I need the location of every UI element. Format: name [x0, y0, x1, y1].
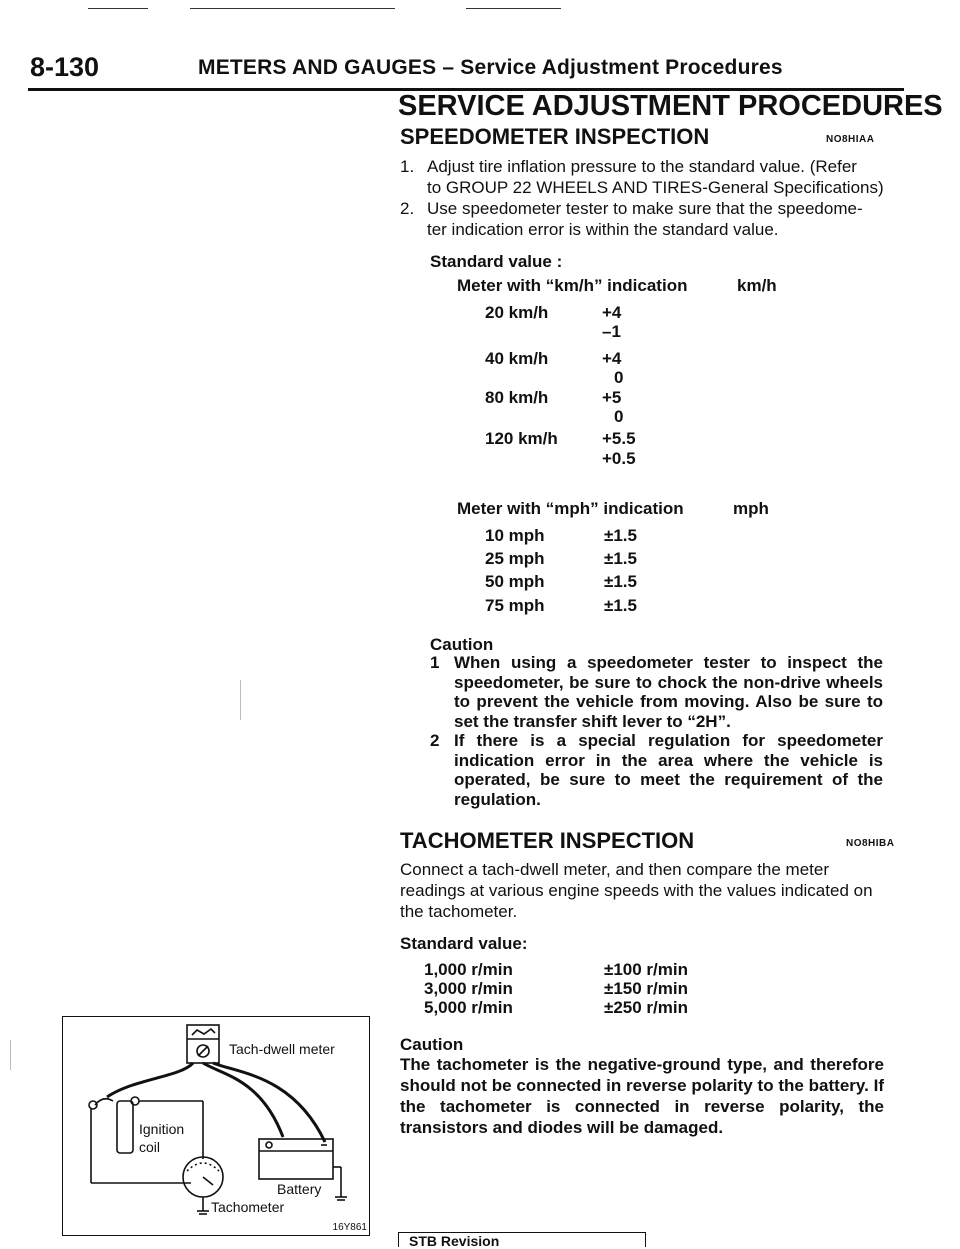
step-2-number: 2. [400, 199, 415, 218]
kmh-row-upper: +5 [602, 388, 622, 407]
label-tachometer: Tachometer [211, 1199, 285, 1215]
caution-2-text: If there is a special regulation for speedometer indication error in the area where the vehicle is operated, be sure to meet the requirement of the regulation. [454, 731, 883, 809]
tach-row-speed: 1,000 r/min [424, 960, 513, 979]
step-1-number: 1. [400, 157, 415, 176]
kmh-row-lower: 0 [614, 368, 624, 387]
kmh-header: Meter with “km/h” indication [457, 276, 688, 295]
tachometer-code: NO8HIBA [846, 838, 895, 849]
mph-unit: mph [733, 499, 769, 518]
caution-1-number: 1 [430, 653, 440, 672]
tach-row-tolerance: ±150 r/min [604, 979, 688, 998]
top-rule-1 [88, 8, 148, 9]
tachometer-standard-label: Standard value: [400, 934, 528, 953]
tach-desc-line-1: Connect a tach-dwell meter, and then compare the meter [400, 860, 830, 879]
page-code: 8-130 [30, 52, 100, 82]
mph-row-tolerance: ±1.5 [604, 549, 637, 568]
section-title: SERVICE ADJUSTMENT PROCEDURES [398, 90, 943, 122]
step-2-line-2: ter indication error is within the standard value. [427, 220, 779, 239]
speedometer-caution-title: Caution [430, 635, 494, 654]
stb-revision-box: STB Revision [398, 1232, 646, 1247]
page-header-title: METERS AND GAUGES – Service Adjustment Procedures [198, 56, 783, 79]
kmh-row-lower: 0 [614, 407, 624, 426]
tach-row-speed: 3,000 r/min [424, 979, 513, 998]
tachometer-caution-title: Caution [400, 1035, 464, 1054]
tachometer-caution-text: The tachometer is the negative-ground type, and therefore should not be connected in reverse polarity to the battery. If the tachometer is connected in reverse polarity, the transistors and diodes will be damaged. [400, 1055, 884, 1137]
mph-row-speed: 50 mph [485, 572, 545, 591]
tach-row-speed: 5,000 r/min [424, 998, 513, 1017]
mph-row-speed: 10 mph [485, 526, 545, 545]
kmh-row-speed: 80 km/h [485, 388, 549, 407]
speedometer-code: NO8HIAA [826, 134, 875, 145]
speedometer-caution-1 [430, 653, 883, 731]
kmh-unit: km/h [737, 276, 777, 295]
speedometer-title: SPEEDOMETER INSPECTION [400, 124, 710, 149]
margin-mark [10, 1040, 11, 1070]
tachometer-description [400, 859, 900, 922]
step-1-line-1: Adjust tire inflation pressure to the standard value. (Refer [427, 157, 857, 176]
kmh-row-speed: 40 km/h [485, 349, 549, 368]
wiring-diagram-figure [62, 1016, 370, 1236]
mph-row-tolerance: ±1.5 [604, 596, 637, 615]
step-1 [400, 156, 900, 177]
label-coil: coil [139, 1139, 161, 1155]
kmh-row-upper: +4 [602, 303, 622, 322]
kmh-row-lower: +0.5 [602, 449, 636, 468]
speedometer-caution-2 [430, 731, 883, 809]
step-2-line-1: Use speedometer tester to make sure that the speedome- [427, 199, 863, 218]
kmh-row-speed: 120 km/h [485, 429, 558, 448]
kmh-row-upper: +4 [602, 349, 622, 368]
speedometer-steps [400, 156, 900, 240]
speedometer-standard-label: Standard value : [430, 252, 563, 271]
step-2 [400, 198, 900, 219]
kmh-row-speed: 20 km/h [485, 303, 549, 322]
step-1-line-2: to GROUP 22 WHEELS AND TIRES-General Specifications) [427, 178, 884, 197]
mph-header: Meter with “mph” indication [457, 499, 684, 518]
kmh-row-lower: –1 [602, 322, 621, 341]
tach-row-tolerance: ±250 r/min [604, 998, 688, 1017]
top-rule-2 [190, 8, 395, 9]
figure-id: 16Y861 [332, 1222, 367, 1233]
tach-desc-line-2: readings at various engine speeds with the values indicated on [400, 881, 873, 900]
margin-mark [240, 680, 241, 720]
caution-2-number: 2 [430, 731, 440, 750]
mph-row-tolerance: ±1.5 [604, 572, 637, 591]
tachometer-title: TACHOMETER INSPECTION [400, 828, 695, 853]
mph-row-speed: 25 mph [485, 549, 545, 568]
tach-row-tolerance: ±100 r/min [604, 960, 688, 979]
label-tach-dwell-meter: Tach-dwell meter [229, 1041, 335, 1057]
kmh-row-upper: +5.5 [602, 429, 636, 448]
label-battery: Battery [277, 1181, 322, 1197]
caution-1-text: When using a speedometer tester to inspect the speedometer, be sure to chock the non-drive wheels to prevent the vehicle from moving. Also be sure to set the transfer shift lever to “2H”. [454, 653, 883, 731]
label-ignition: Ignition [139, 1121, 185, 1137]
ignition-coil-icon [117, 1101, 133, 1153]
mph-row-speed: 75 mph [485, 596, 545, 615]
tach-desc-line-3: the tachometer. [400, 902, 518, 921]
top-rule-3 [466, 8, 561, 9]
mph-row-tolerance: ±1.5 [604, 526, 637, 545]
